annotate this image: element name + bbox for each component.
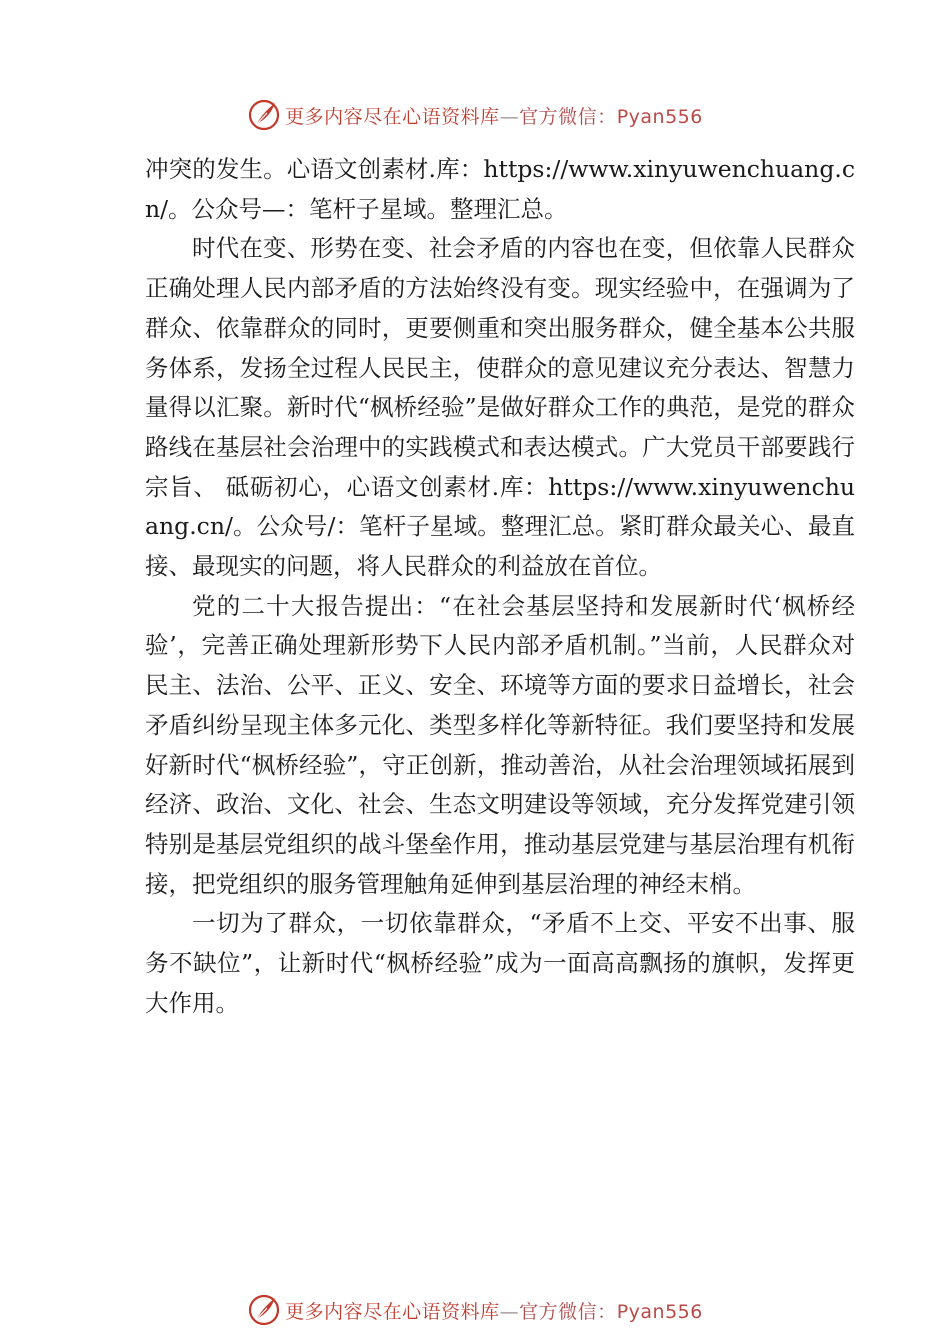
quill-pen-logo-icon	[247, 1293, 281, 1327]
header-banner-text	[285, 102, 703, 129]
paragraph-3: 党的二十大报告提出：“在社会基层坚持和发展新时代‘枫桥经验’，完善正确处理新形势下人民内部矛盾机制。”当前，人民群众对民主、法治、公平、正义、安全、环境等方面的要求日益增长，社会矛盾纠纷呈现主体多元化、类型多样化等新特征。我们要坚持和发展好新时代“枫桥经验”，守正创新，推动善治，从社会治理领域拓展到经济、政治、文化、社会、生态文明建设等领域，充分发挥党建引领特别是基层党组织的战斗堡垒作用，推动基层党建与基层治理有机衔接，把党组织的服务管理触角延伸到基层治理的神经末梢。	[145, 591, 855, 898]
header-banner-main: 更多内容尽在心语资料库	[285, 105, 500, 128]
document-body	[145, 150, 855, 1023]
footer-banner-text	[285, 1297, 703, 1324]
header-banner-id: Pyan556	[616, 105, 703, 128]
header-banner-separator: —	[499, 105, 520, 128]
paragraph-4: 一切为了群众，一切依靠群众，“矛盾不上交、平安不出事、服务不缺位”，让新时代“枫桥经验”成为一面高高飘扬的旗帜，发挥更大作用。	[145, 909, 855, 1017]
footer-banner-wechat: 官方微信：	[519, 1300, 617, 1323]
footer-banner-separator: —	[499, 1300, 520, 1323]
footer-banner-main: 更多内容尽在心语资料库	[285, 1300, 500, 1323]
footer-banner	[0, 1290, 950, 1330]
paragraph-2: 时代在变、形势在变、社会矛盾的内容也在变，但依靠人民群众正确处理人民内部矛盾的方法始终没有变。现实经验中，在强调为了群众、依靠群众的同时，更要侧重和突出服务群众，健全基本公共服务体系，发扬全过程人民民主，使群众的意见建议充分表达、智慧力量得以汇聚。新时代“枫桥经验”是做好群众工作的典范，是党的群众路线在基层社会治理中的实践模式和表达模式。广大党员干部要践行宗旨、 砥砺初心，心语文创素材.库：https://www.xinyuwenchuang.cn/。公众号/：笔杆子星域。整理汇总。紧盯群众最关心、最直接、最现实的问题，将人民群众的利益放在首位。	[145, 234, 855, 581]
footer-banner-id: Pyan556	[616, 1300, 703, 1323]
header-banner	[0, 95, 950, 135]
quill-pen-logo-icon	[247, 98, 281, 132]
header-banner-wechat: 官方微信：	[519, 105, 617, 128]
paragraph-1: 冲突的发生。心语文创素材.库：https://www.xinyuwenchuang.cn/。公众号—：笔杆子星域。整理汇总。	[145, 155, 855, 223]
